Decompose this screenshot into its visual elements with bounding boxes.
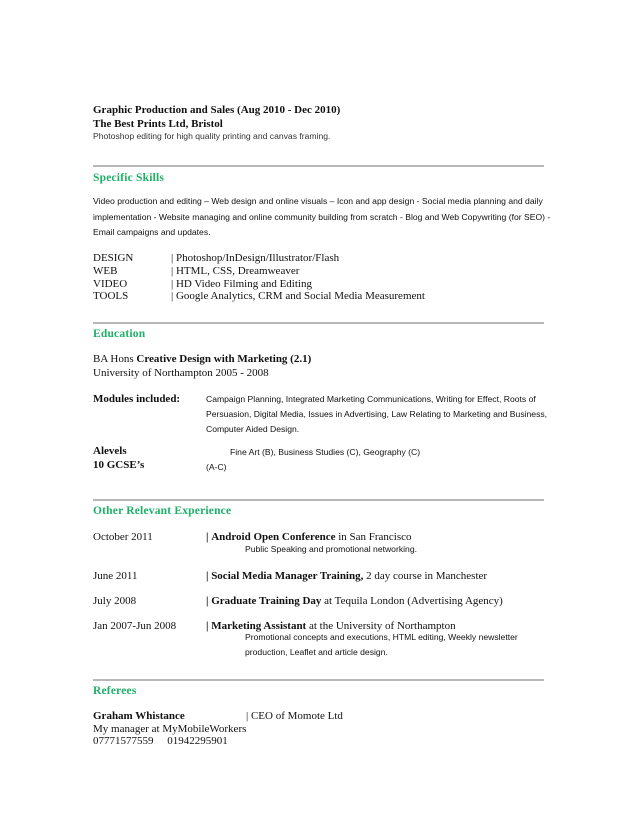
experience-date: June 2011 — [93, 570, 138, 582]
section-divider — [93, 679, 544, 681]
section-divider — [93, 165, 544, 167]
experience-rest: 2 day course in Manchester — [366, 570, 488, 582]
experience-rest: at Tequila London (Advertising Agency) — [324, 595, 503, 607]
job-company: The Best Prints Ltd, Bristol — [93, 118, 223, 130]
experience-entry — [206, 531, 412, 543]
experience-pipe: | — [206, 570, 209, 582]
experience-title: Android Open Conference — [211, 531, 336, 543]
experience-entry — [206, 570, 487, 582]
university-line: University of Northampton 2005 - 2008 — [93, 367, 269, 379]
experience-rest: at the University of Northampton — [308, 620, 456, 632]
experience-date: Jan 2007-Jun 2008 — [93, 620, 177, 632]
skill-label: TOOLS — [93, 290, 129, 302]
alevels-value: Fine Art (B), Business Studies (C), Geography (C) — [230, 447, 421, 457]
referee-name: Graham Whistance — [93, 710, 185, 722]
experience-detail: Promotional concepts and executions, HTML editing, Weekly newsletter — [245, 632, 518, 642]
experience-rest: in San Francisco — [338, 531, 412, 543]
experience-detail: Public Speaking and promotional networking. — [245, 544, 417, 554]
referees-heading: Referees — [93, 685, 137, 697]
experience-pipe: | — [206, 595, 209, 607]
section-divider — [93, 499, 544, 501]
experience-entry — [206, 620, 456, 632]
degree-prefix: BA Hons — [93, 353, 134, 365]
referee-relation: My manager at MyMobileWorkers — [93, 723, 247, 735]
education-heading: Education — [93, 328, 146, 340]
modules-line: Campaign Planning, Integrated Marketing Communications, Writing for Effect, Roots of — [206, 394, 536, 404]
experience-date: July 2008 — [93, 595, 137, 607]
degree-name: Creative Design with Marketing (2.1) — [136, 353, 312, 365]
modules-label: Modules included: — [93, 393, 181, 405]
experience-pipe: | — [206, 531, 209, 543]
referee-role: | CEO of Momote Ltd — [246, 710, 343, 722]
skills-heading: Specific Skills — [93, 172, 165, 184]
alevels-label: Alevels — [93, 445, 127, 457]
degree-line — [93, 353, 311, 365]
skills-paragraph-line: Email campaigns and updates. — [93, 227, 211, 237]
experience-title: Social Media Manager Training, — [211, 570, 364, 582]
referee-phones: 07771577559 01942295901 — [93, 735, 228, 747]
experience-heading: Other Relevant Experience — [93, 505, 232, 517]
skill-value: | Photoshop/InDesign/Illustrator/Flash — [171, 252, 340, 264]
modules-line: Computer Aided Design. — [206, 424, 300, 434]
skill-label: VIDEO — [93, 278, 128, 290]
experience-entry — [206, 595, 503, 607]
skill-label: WEB — [93, 265, 118, 277]
job-description: Photoshop editing for high quality printing and canvas framing. — [93, 131, 331, 141]
skill-value: | Google Analytics, CRM and Social Media Measurement — [171, 290, 425, 302]
skill-label: DESIGN — [93, 252, 134, 264]
experience-title: Marketing Assistant — [211, 620, 307, 632]
skills-paragraph-line: implementation - Website managing and online community building from scratch - Blog and Web Copywriting (for SEO) - — [93, 212, 551, 222]
experience-title: Graduate Training Day — [211, 595, 322, 607]
section-divider — [93, 322, 544, 324]
modules-line: Persuasion, Digital Media, Issues in Advertising, Law Relating to Marketing and Business, — [206, 409, 548, 419]
job-title: Graphic Production and Sales (Aug 2010 - Dec 2010) — [93, 104, 341, 116]
skill-value: | HD Video Filming and Editing — [171, 278, 312, 290]
gcse-value: (A-C) — [206, 462, 227, 472]
experience-detail: production, Leaflet and article design. — [245, 647, 388, 657]
skills-paragraph-line: Video production and editing – Web design and online visuals – Icon and app design - Social media planning and daily — [93, 196, 543, 206]
skill-value: | HTML, CSS, Dreamweaver — [171, 265, 300, 277]
experience-pipe: | — [206, 620, 209, 632]
experience-date: October 2011 — [93, 531, 153, 543]
gcse-label: 10 GCSE’s — [93, 459, 145, 471]
